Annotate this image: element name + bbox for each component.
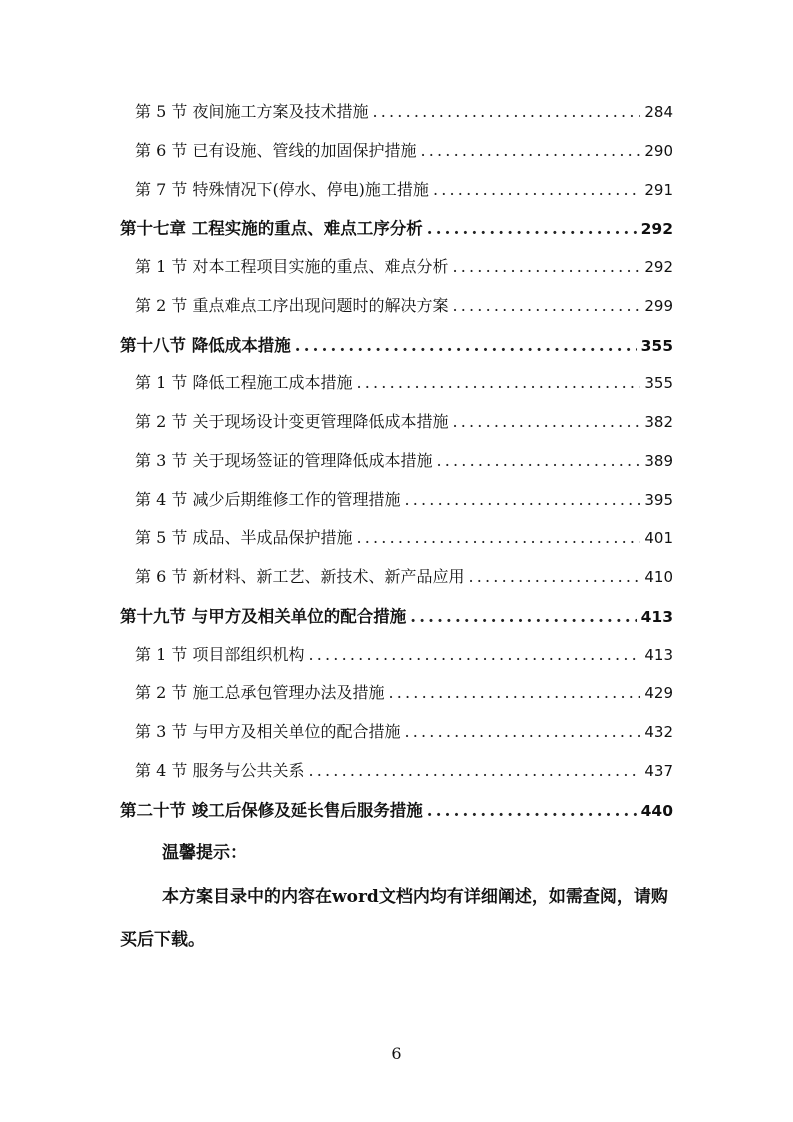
toc-entry-page-number: 355: [640, 336, 673, 355]
notice-title: 温馨提示：: [162, 843, 247, 863]
toc-entry-label: 第 3 节 与甲方及相关单位的配合措施: [135, 722, 401, 741]
toc-dot-leader: [436, 451, 640, 470]
toc-entry-page-number: 429: [644, 684, 673, 703]
toc-dot-leader: [420, 141, 640, 160]
toc-entry-label: 第 4 节 服务与公共关系: [135, 760, 305, 780]
toc-dot-leader: [404, 722, 640, 741]
notice-body: 本方案目录中的内容在word文档内均有详细阐述，如需查阅，请购买后下载。: [120, 887, 668, 950]
toc-dot-leader: [308, 645, 640, 664]
toc-entry-label: 第 5 节 夜间施工方案及技术措施: [135, 102, 369, 121]
toc-entry-label: 第 6 节 新材料、新工艺、新技术、新产品应用: [135, 567, 465, 586]
toc-entry-page-number: 382: [644, 413, 673, 431]
toc-entry-page-number: 290: [644, 141, 673, 160]
toc-entry-page-number: 299: [644, 296, 673, 315]
toc-section-entry[interactable]: [120, 525, 673, 564]
toc-entry-label: 第 6 节 已有设施、管线的加固保护措施: [135, 140, 417, 160]
toc-entry-label: 第 2 节 施工总承包管理办法及措施: [135, 683, 385, 703]
toc-entry-page-number: 401: [644, 529, 673, 548]
table-of-contents: [120, 99, 673, 835]
page-number: 6: [391, 1044, 402, 1063]
toc-section-entry[interactable]: [120, 680, 673, 719]
toc-section-entry[interactable]: [120, 177, 673, 216]
toc-dot-leader: [433, 180, 640, 199]
toc-section-entry[interactable]: [120, 448, 673, 487]
toc-entry-page-number: 395: [644, 490, 673, 509]
toc-entry-page-number: 355: [644, 374, 673, 393]
toc-dot-leader: [372, 102, 640, 121]
toc-dot-leader: [468, 567, 640, 586]
toc-chapter-entry[interactable]: [120, 603, 673, 642]
toc-entry-page-number: 437: [644, 761, 673, 780]
toc-section-entry[interactable]: [120, 138, 673, 177]
toc-dot-leader: [356, 373, 640, 392]
toc-entry-label: 第 2 节 重点难点工序出现问题时的解决方案: [135, 295, 449, 315]
toc-section-entry[interactable]: [120, 758, 673, 797]
toc-entry-page-number: 413: [640, 607, 673, 626]
toc-entry-page-number: 291: [644, 180, 673, 199]
toc-dot-leader: [356, 528, 640, 547]
toc-section-entry[interactable]: [120, 293, 673, 332]
toc-entry-label: 第 1 节 项目部组织机构: [135, 644, 305, 664]
toc-section-entry[interactable]: [120, 487, 673, 526]
toc-section-entry[interactable]: [120, 564, 673, 603]
toc-entry-label: 第 1 节 对本工程项目实施的重点、难点分析: [135, 257, 449, 276]
notice-block: [120, 838, 673, 962]
toc-entry-label: 第二十节 竣工后保修及延长售后服务措施: [120, 800, 423, 820]
toc-dot-leader: [308, 761, 640, 780]
toc-entry-page-number: 410: [644, 568, 673, 586]
toc-entry-label: 第 2 节 关于现场设计变更管理降低成本措施: [135, 412, 449, 431]
toc-section-entry[interactable]: [120, 99, 673, 138]
toc-entry-page-number: 432: [644, 723, 673, 741]
toc-dot-leader: [388, 683, 640, 702]
toc-dot-leader: [404, 490, 640, 509]
toc-entry-page-number: 413: [644, 645, 673, 664]
toc-dot-leader: [427, 219, 637, 238]
toc-section-entry[interactable]: [120, 642, 673, 681]
toc-entry-label: 第 3 节 关于现场签证的管理降低成本措施: [135, 450, 433, 470]
toc-chapter-entry[interactable]: [120, 332, 673, 371]
toc-dot-leader: [295, 336, 637, 355]
toc-entry-label: 第十七章 工程实施的重点、难点工序分析: [120, 219, 423, 239]
toc-entry-page-number: 284: [644, 103, 673, 121]
toc-entry-page-number: 440: [640, 801, 673, 820]
toc-entry-page-number: 292: [640, 220, 673, 239]
toc-section-entry[interactable]: [120, 719, 673, 758]
toc-dot-leader: [410, 607, 636, 626]
toc-entry-label: 第十八节 降低成本措施: [120, 335, 291, 355]
toc-section-entry[interactable]: [120, 409, 673, 448]
toc-section-entry[interactable]: [120, 254, 673, 293]
toc-dot-leader: [452, 296, 640, 315]
toc-entry-page-number: 389: [644, 451, 673, 470]
toc-chapter-entry[interactable]: [120, 797, 673, 836]
toc-chapter-entry[interactable]: [120, 215, 673, 254]
toc-dot-leader: [452, 257, 640, 276]
toc-dot-leader: [427, 801, 637, 820]
toc-entry-label: 第 7 节 特殊情况下(停水、停电)施工措施: [135, 179, 429, 199]
toc-section-entry[interactable]: [120, 370, 673, 409]
toc-entry-label: 第 4 节 减少后期维修工作的管理措施: [135, 489, 401, 509]
toc-entry-label: 第十九节 与甲方及相关单位的配合措施: [120, 606, 407, 626]
toc-entry-label: 第 1 节 降低工程施工成本措施: [135, 373, 353, 393]
toc-entry-label: 第 5 节 成品、半成品保护措施: [135, 528, 353, 548]
toc-dot-leader: [452, 412, 640, 431]
toc-entry-page-number: 292: [644, 258, 673, 276]
